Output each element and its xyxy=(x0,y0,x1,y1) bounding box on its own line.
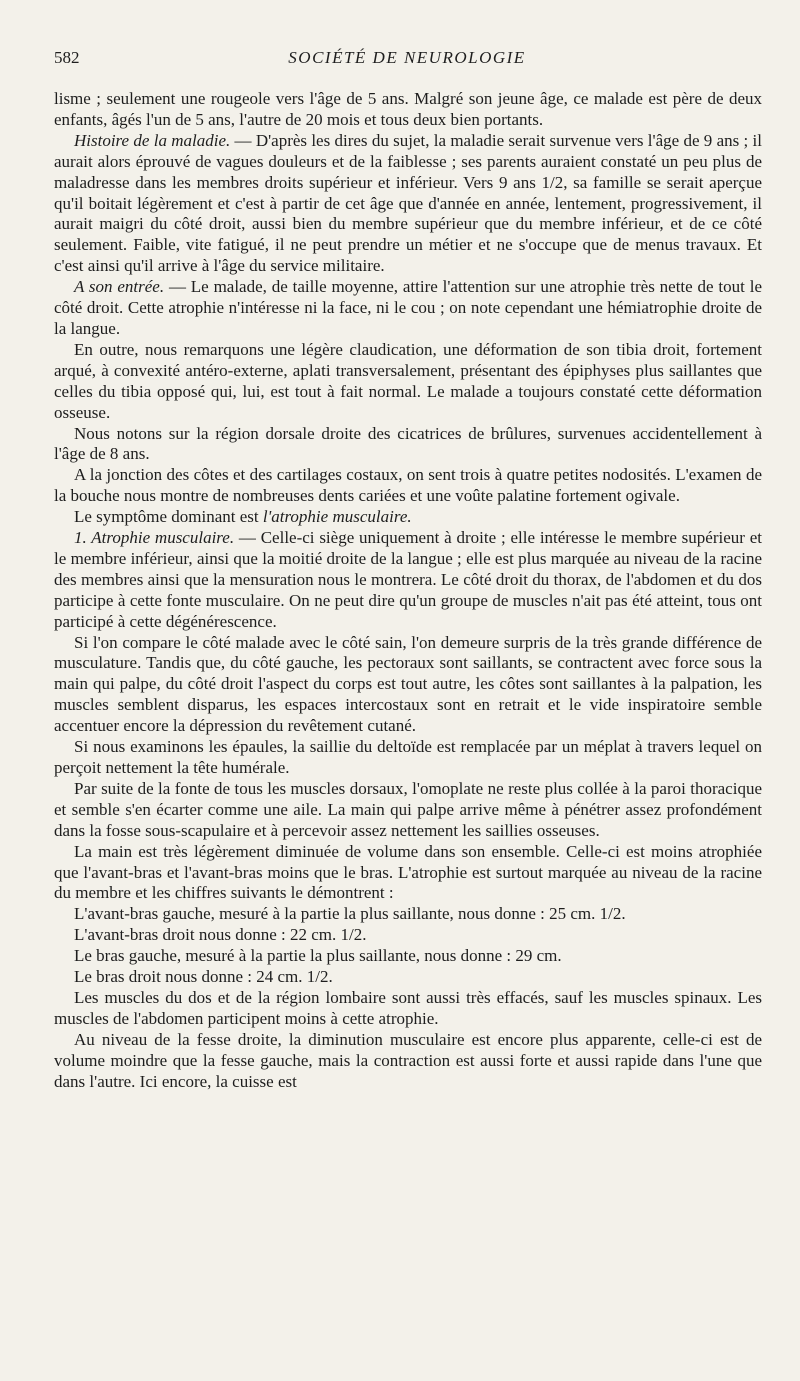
paragraph: Si nous examinons les épaules, la saillie du deltoïde est remplacée par un méplat à travers lequel on perçoit nettement la tête humérale. xyxy=(54,737,762,777)
paragraph: Nous notons sur la région dorsale droite des cicatrices de brûlures, survenues accidentellement à l'âge de 8 ans. xyxy=(54,423,762,464)
paragraph: En outre, nous remarquons une légère claudication, une déformation de son tibia droit, fortement arqué, à convexité antéro-externe, aplati transversalement, présentant des épiphyses plus saillantes que celles du tibia opposé qui, lui, est tout à fait normal. Le malade a toujours constaté cette déformation osseuse. xyxy=(54,339,762,422)
paragraph: La main est très légèrement diminuée de volume dans son ensemble. Celle-ci est moins atrophiée que l'avant-bras et l'avant-bras moins que le bras. L'atrophie est surtout marquée au niveau de la racine du membre et les chiffres suivants le démontrent : xyxy=(54,841,762,903)
section-lead: 1. Atrophie musculaire. xyxy=(74,528,235,548)
measurement-line: Le bras gauche, mesuré à la partie la plus saillante, nous donne : 29 cm. xyxy=(74,946,562,966)
measurement-line: Le bras droit nous donne : 24 cm. 1/2. xyxy=(74,967,333,987)
page-header xyxy=(54,48,760,72)
paragraph: 1. Atrophie musculaire. — Celle-ci siège uniquement à droite ; elle intéresse le membre supérieur et le membre inférieur, ainsi que la moitié droite de la langue ; elle est plus marquée au niveau de la racine des membres ainsi que la mensuration nous le montrera. Le côté droit du thorax, de l'abdomen et du dos participe à cette fonte musculaire. On ne peut dire qu'un groupe de muscles n'ait pas été atteint, tous ont participé à cette dégénérescence. xyxy=(54,528,763,631)
section-lead: A son entrée. xyxy=(74,277,165,297)
paragraph: Par suite de la fonte de tous les muscles dorsaux, l'omoplate ne reste plus collée à la paroi thoracique et semble s'en écarter comme une aile. La main qui palpe arrive même à pénétrer assez profondément dans la fosse sous-scapulaire et à percevoir assez nettement les saillies osseuses. xyxy=(54,778,762,840)
page-number: 582 xyxy=(54,48,80,67)
paragraph: A son entrée. — Le malade, de taille moyenne, attire l'attention sur une atrophie très nette de tout le côté droit. Cette atrophie n'intéresse ni la face, ni le cou ; on note cependant une hémiatrophie droite de la langue. xyxy=(54,277,762,338)
paragraph: Histoire de la maladie. — D'après les dires du sujet, la maladie serait survenue vers l'âge de 9 ans ; il aurait alors éprouvé de vagues douleurs et de la faiblesse ; ses parents auraient constaté un peu plus de maladresse dans les membres droits supérieur et inférieur. Vers 9 ans 1/2, sa famille se serait aperçue qu'il boitait légèrement et c'est à partir de cet âge que d'année en année, lentement, progressivement, il aurait maigri du côté droit, aussi bien du membre supérieur que du membre inférieur, et de ce côté seulement. Faible, vite fatigué, il ne peut prendre un métier et ne s'occupe que de menus travaux. Et c'est ainsi qu'il arrive à l'âge du service militaire. xyxy=(54,130,762,276)
section-lead: Histoire de la maladie. xyxy=(74,130,231,150)
paragraph: Le symptôme dominant est l'atrophie musculaire. xyxy=(74,507,412,527)
paragraph: Les muscles du dos et de la région lombaire sont aussi très effacés, sauf les muscles spinaux. Les muscles de l'abdomen participent moins à cette atrophie. xyxy=(54,987,762,1028)
measurement-line: L'avant-bras droit nous donne : 22 cm. 1/2. xyxy=(74,925,367,945)
paragraph: A la jonction des côtes et des cartilages costaux, on sent trois à quatre petites nodosités. L'examen de la bouche nous montre de nombreuses dents cariées et une voûte palatine fortement ogivale. xyxy=(54,465,762,506)
running-title: SOCIÉTÉ DE NEUROLOGIE xyxy=(288,48,526,67)
measurement-line: L'avant-bras gauche, mesuré à la partie la plus saillante, nous donne : 25 cm. 1/2. xyxy=(74,904,626,924)
paragraph: lisme ; seulement une rougeole vers l'âge de 5 ans. Malgré son jeune âge, ce malade est père de deux enfants, âgés l'un de 5 ans, l'autre de 20 mois et tous deux bien portants. xyxy=(54,89,762,129)
paragraph: Au niveau de la fesse droite, la diminution musculaire est encore plus apparente, celle-ci est de volume moindre que la fesse gauche, mais la contraction est aussi forte et aussi rapide dans l'une que dans l'autre. Ici encore, la cuisse est xyxy=(54,1029,762,1091)
body-text xyxy=(54,89,762,1093)
emphasis: l'atrophie musculaire. xyxy=(262,507,412,527)
paragraph: Si l'on compare le côté malade avec le côté sain, l'on demeure surpris de la très grande différence de musculature. Tandis que, du côté gauche, les pectoraux sont saillants, se contractent avec force sous la main qui palpe, du côté droit l'aspect du corps est tout autre, les côtes sont saillantes à la palpation, les muscles semblent disparus, les espaces intercostaux sont en retrait et le vide inspiratoire semble accentuer encore la dépression du revêtement cutané. xyxy=(54,632,762,736)
